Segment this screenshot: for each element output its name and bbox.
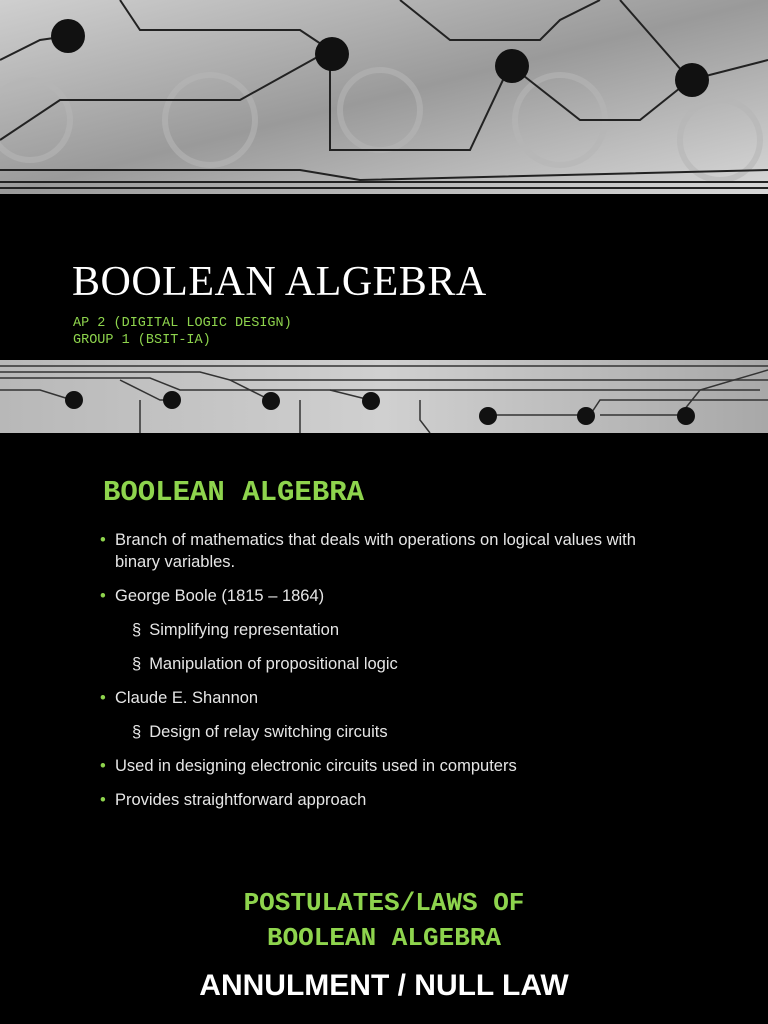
sub-bullet-text: Design of relay switching circuits	[149, 723, 388, 741]
circuit-board-image	[0, 0, 768, 194]
bullet-item: • Used in designing electronic circuits used in computers	[100, 755, 660, 777]
section-sign-icon: §	[132, 655, 142, 673]
circuit-banner-top	[0, 0, 768, 194]
bullet-item: • Claude E. Shannon	[100, 687, 660, 709]
bullet-item: • Branch of mathematics that deals with operations on logical values with binary variables.	[100, 529, 660, 573]
bullet-item: • Provides straightforward approach	[100, 789, 660, 811]
laws-title	[0, 886, 768, 956]
sub-bullet-item	[100, 619, 660, 641]
section-sign-icon: §	[132, 621, 142, 639]
group-subtitle: GROUP 1 (BSIT-IA)	[73, 333, 211, 348]
circuit-strip-image	[0, 360, 768, 433]
sub-bullet-text: Simplifying representation	[149, 621, 340, 639]
null-law-heading: ANNULMENT / NULL LAW	[199, 969, 569, 1002]
section-sign-icon: §	[132, 723, 142, 741]
presentation-title: BOOLEAN ALGEBRA	[72, 259, 487, 305]
course-subtitle: AP 2 (DIGITAL LOGIC DESIGN)	[73, 316, 292, 331]
laws-title-line1: POSTULATES/LAWS OF	[243, 888, 525, 918]
sub-bullet-text: Manipulation of propositional logic	[149, 655, 398, 673]
circuit-banner-mid	[0, 360, 768, 433]
section-title: BOOLEAN ALGEBRA	[103, 476, 365, 509]
sub-bullet-item	[100, 721, 660, 743]
bullet-list	[100, 529, 660, 823]
sub-bullet-item	[100, 653, 660, 675]
laws-title-line2: BOOLEAN ALGEBRA	[266, 923, 502, 953]
bullet-item: • George Boole (1815 – 1864)	[100, 585, 660, 607]
